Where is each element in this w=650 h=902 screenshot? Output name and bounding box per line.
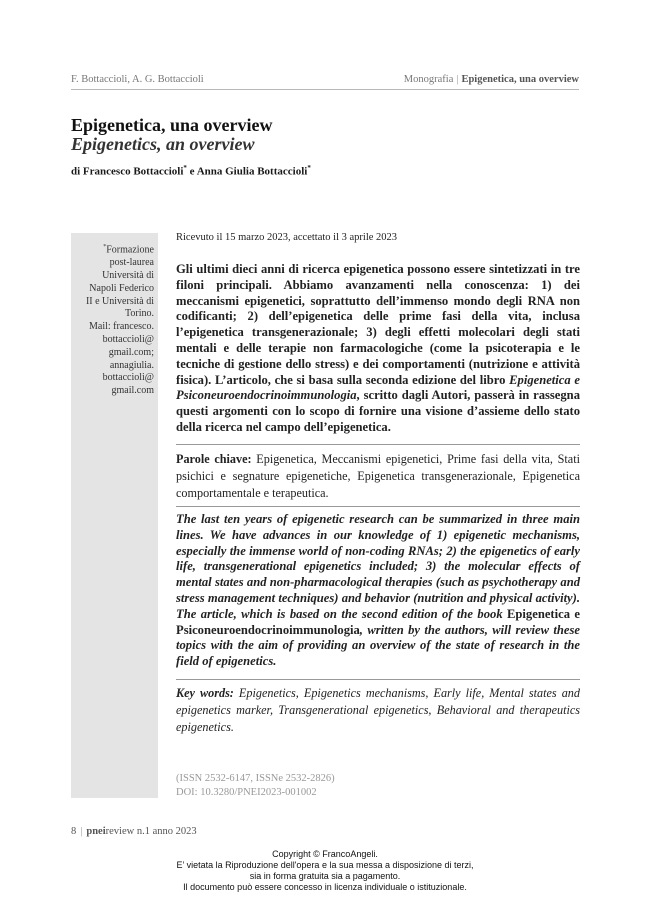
author-1-mark: *	[183, 164, 187, 172]
abstract-english: The last ten years of epigenetic research can be summarized in three main lines. We have advances in our knowledge of 1) epigenetic mechanisms, especially the immense world of non-coding RNAs; 2) the epigenetics of early life, transgenerational epigenetics included; 3) the molecular effects of mental states and non-pharmacological therapies (such as psychotherapy and stress management techniques) and behavior (nutrition and physical activity). The article, which is based on the second edition of the book Epigenetica e Psiconeuroendocrinoimmunologia, written by the authors, will review these topics with the aim of providing an overview of the state of research in the field of epigenetics.	[176, 512, 580, 669]
affiliation-line: *Formazione	[103, 244, 154, 256]
journal-issue: review n.1 anno 2023	[105, 826, 197, 837]
author-2: e Anna Giulia Bottaccioli	[186, 165, 308, 178]
section-label: Monografia	[403, 74, 454, 85]
page-number: 8	[71, 826, 77, 837]
affiliation-line: gmail.com	[111, 385, 154, 397]
header-rule	[71, 89, 579, 90]
section-rule	[176, 679, 580, 680]
page-footer	[71, 826, 197, 837]
affiliation-line: Università di	[102, 269, 154, 281]
header-separator: |	[456, 74, 459, 85]
affiliation-mark: *	[103, 244, 107, 250]
author-1: di Francesco Bottaccioli	[71, 165, 184, 178]
section-rule	[176, 444, 580, 445]
keywords-label: Key words:	[176, 686, 234, 700]
affiliation-line: Napoli Federico	[89, 282, 154, 294]
copyright-notice	[0, 849, 650, 893]
issn: (ISSN 2532-6147, ISSNe 2532-2826)	[176, 773, 335, 784]
section-rule	[176, 506, 580, 507]
affiliation-note	[74, 241, 154, 398]
affiliation-line: bottaccioli@	[102, 333, 154, 345]
copyright-line: Il documento può essere concesso in licenza individuale o istituzionale.	[183, 882, 467, 892]
abstract-italian: Gli ultimi dieci anni di ricerca epigenetica possono essere sintetizzati in tre filoni principali. Abbiamo avanzamenti nella conoscenza: 1) dei meccanismi epigenetici, soprattutto dell’immenso mondo degli RNA non codificanti; 2) dell’epigenetica delle prime fasi della vita, inclusa l’epigenetica transgenerazionale; 3) degli effetti molecolari degli stati mentali e delle terapie non farmacologiche (come la psicoterapia e le tecniche di gestione dello stress) e dei comportamenti (nutrizione e attività fisica). L’articolo, che si basa sulla seconda edizione del libro Epigenetica e Psiconeuroendocrinoimmunologia, scritto dagli Autori, passerà in rassegna questi argomenti con lo scopo di fornire una visione d’assieme dello stato della ricerca nel campo dell’epigenetica.	[176, 262, 580, 434]
article-title: Epigenetica, una overview	[71, 115, 273, 135]
doi: DOI: 10.3280/PNEI2023-001002	[176, 787, 317, 798]
affiliation-line: Mail: francesco.	[89, 321, 154, 333]
affiliation-line: bottaccioli@	[102, 372, 154, 384]
author-2-mark: *	[307, 164, 311, 172]
keywords-italian: Parole chiave: Epigenetica, Meccanismi epigenetici, Prime fasi della vita, Stati psichici e segnature epigenetiche, Epigenetica transgenerazionale, Epigenetica comportamentale e terapeutica.	[176, 452, 580, 500]
affiliation-line: gmail.com;	[108, 346, 154, 358]
running-title: Epigenetica, una overview	[461, 74, 579, 85]
book-title: Epigenetica e Psiconeuroendocrinoimmunologia	[176, 372, 580, 403]
affiliation-line: Torino.	[124, 308, 154, 320]
received-date: Ricevuto il 15 marzo 2023, accettato il 3 aprile 2023	[176, 232, 398, 243]
copyright-line: E’ vietata la Riproduzione dell'opera e la sua messa a disposizione di terzi,	[176, 860, 474, 870]
footer-separator: |	[80, 826, 83, 837]
keywords-english: Key words: Epigenetics, Epigenetics mechanisms, Early life, Mental states and epigenetics marker, Transgenerational epigenetics, Behavioral and therapeutics epigenetics.	[176, 686, 580, 734]
keywords-label: Parole chiave:	[176, 452, 252, 466]
book-title: Epigenetica e Psiconeuroendocrinoimmunologia	[176, 606, 580, 637]
article-title-english: Epigenetics, an overview	[71, 134, 255, 154]
copyright-line: Copyright © FrancoAngeli.	[272, 849, 378, 859]
affiliation-line: post-laurea	[109, 257, 154, 269]
running-header-authors: F. Bottaccioli, A. G. Bottaccioli	[71, 74, 204, 85]
journal-name: pnei	[86, 826, 106, 837]
identifiers	[176, 772, 335, 800]
copyright-line: sia in forma gratuita sia a pagamento.	[249, 871, 401, 881]
affiliation-line: II e Università di	[85, 295, 154, 307]
author-line	[71, 164, 311, 178]
running-header-title	[404, 74, 579, 85]
affiliation-line: annagiulia.	[109, 359, 154, 371]
